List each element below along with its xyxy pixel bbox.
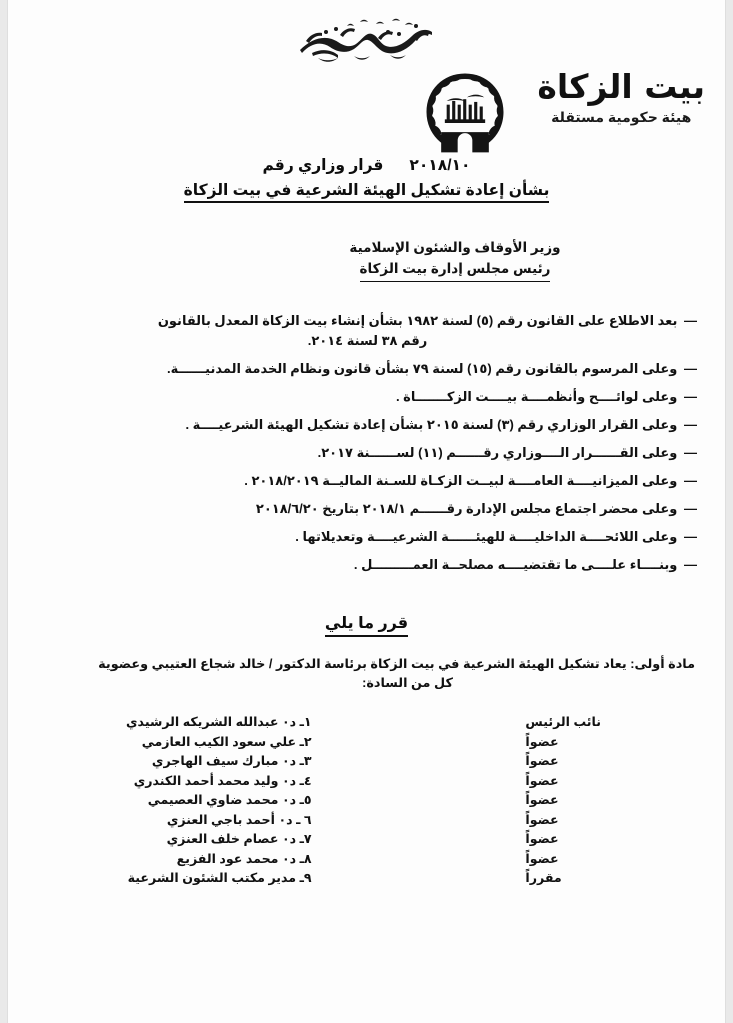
member-name: علي سعود الكيب العازمي: [141, 734, 297, 749]
member-name: د٠ عبدالله الشريكه الرشيدي: [126, 715, 297, 729]
preamble-clause: [38, 528, 697, 546]
clause-marker: —: [684, 473, 697, 489]
preamble-clause: [38, 556, 697, 574]
preamble-clause: [38, 360, 697, 378]
member-number: ٤ـ: [299, 773, 312, 788]
member-role: عضواً: [525, 851, 559, 866]
organization-name: بيت الزكاة: [537, 67, 705, 106]
clause-marker: —: [684, 529, 697, 545]
member-entry: [167, 830, 312, 850]
preamble-clauses: [38, 312, 697, 584]
basmala-calligraphy: [8, 12, 725, 70]
member-entry: [152, 752, 312, 772]
member-role: عضواً: [525, 773, 559, 788]
resolves-heading-wrap: [8, 613, 725, 637]
member-entry: [177, 850, 312, 870]
article-one-text: مادة أولى: يعاد تشكيل الهيئة الشرعية في بيت الزكاة برئاسة الدكتور / خالد شجاع العتيبي وعضوية: [98, 656, 695, 671]
member-name: د٠ عصام خلف العنزي: [166, 832, 297, 846]
member-number: ١ـ: [299, 715, 312, 729]
member-number: ٦ ـ: [296, 812, 312, 827]
member-name: د٠ مبارك سيف الهاجري: [151, 754, 297, 768]
member-number: ٨ـ: [299, 851, 312, 866]
member-names-column: [126, 713, 312, 889]
decree-number-prefix: قرار وزاري رقم: [262, 157, 384, 174]
member-name: مدير مكتب الشئون الشرعية: [127, 871, 297, 885]
member-role: عضواً: [525, 832, 559, 846]
preamble-clause: [38, 472, 697, 490]
clause-text: وعلى القرار الوزاري رقم (٣) لسنة ٢٠١٥ بشأن إعادة تشكيل الهيئة الشرعيــــة .: [185, 417, 678, 433]
clause-marker: —: [684, 445, 697, 461]
preamble-clause: [38, 312, 697, 351]
preamble-clause: [38, 444, 697, 462]
member-number: ٧ـ: [299, 832, 312, 846]
decree-subject: بشأن إعادة تشكيل الهيئة الشرعية في بيت الزكاة: [184, 181, 550, 203]
clause-text: بعد الاطلاع على القانون رقم (٥) لسنة ١٩٨٢ بشأن إنشاء بيت الزكاة المعدل بالقانون: [157, 313, 678, 328]
member-name: د٠ أحمد باجي العنزي: [166, 812, 293, 827]
member-role: عضواً: [525, 734, 559, 749]
member-entry: [134, 772, 312, 792]
member-entry: [128, 869, 312, 889]
clause-marker: —: [684, 417, 697, 433]
clause-text: وعلى الميزانيــــة العامــــة لبيــت الزكـاة للسـنة الماليــة ٢٠١٨/٢٠١٩ .: [244, 473, 678, 489]
member-roles-column: [525, 713, 601, 889]
article-one: [98, 655, 695, 692]
signatory-title: وزير الأوقاف والشئون الإسلامية: [349, 240, 561, 255]
member-role: عضواً: [525, 793, 559, 807]
preamble-clause: [38, 416, 697, 434]
clause-text: وعلى المرسوم بالقانون رقم (١٥) لسنة ٧٩ بشأن قانون ونظام الخدمة المدنيــــــة.: [167, 361, 678, 377]
member-number: ٩ـ: [299, 871, 312, 885]
member-name: د٠ محمد عود الفزيع: [176, 851, 297, 866]
member-role: عضواً: [525, 812, 559, 827]
article-one-lead-in: كل من السادة:: [362, 674, 453, 690]
decree-number-value: ٢٠١٨/١٠: [409, 157, 471, 174]
member-name: د٠ محمد ضاوي العصيمي: [147, 793, 297, 807]
decree-title: [8, 156, 725, 203]
brand-block: [537, 68, 705, 126]
member-entry: [167, 811, 312, 831]
decree-number-line: [8, 156, 725, 175]
members-list: [126, 713, 601, 889]
member-entry: [126, 713, 312, 733]
zakat-house-wreath-emblem: [419, 68, 511, 156]
organization-header: [285, 68, 705, 160]
signatory-role: رئيس مجلس إدارة بيت الزكاة: [360, 259, 551, 282]
member-entry: [148, 791, 312, 811]
clause-continuation: رقم ٣٨ لسنة ٢٠١٤.: [307, 333, 428, 349]
member-name: د٠ وليد محمد أحمد الكندري: [133, 773, 297, 788]
clause-marker: —: [684, 389, 697, 405]
clause-text: وبنــــاء علــــى ما تقتضيــــه مصلحــة العمـــــــــل .: [353, 557, 678, 573]
clause-marker: —: [684, 313, 697, 328]
member-role: مقرراً: [525, 871, 562, 885]
resolves-heading: قرر ما يلي: [325, 613, 408, 637]
preamble-clause: [38, 388, 697, 406]
member-number: ٣ـ: [299, 754, 312, 768]
member-number: ٢ـ: [299, 734, 312, 749]
member-role: نائب الرئيس: [525, 715, 601, 729]
scanned-page: [8, 0, 725, 1023]
preamble-clause: [38, 500, 697, 518]
clause-marker: —: [684, 557, 697, 573]
member-role: عضواً: [525, 754, 559, 768]
clause-marker: —: [684, 361, 697, 377]
clause-text: وعلى محضر اجتماع مجلس الإدارة رقــــــم ٢٠١٨/١ بتاريخ ٢٠١٨/٦/٢٠: [255, 501, 678, 517]
member-number: ٥ـ: [299, 793, 312, 807]
clause-marker: —: [684, 501, 697, 517]
organization-subtitle: هيئة حكومية مستقلة: [551, 108, 692, 125]
clause-text: وعلى اللائحــــة الداخليــــة للهيئــــــة الشرعيــــة وتعديلاتها .: [295, 529, 678, 545]
clause-text: وعلى لوائــــح وأنظمــــة بيــــت الزكـــــــاة .: [395, 389, 678, 405]
member-entry: [142, 733, 312, 753]
signatory-block: [305, 238, 605, 282]
clause-text: وعلى القــــــرار الــــوزاري رقــــــم (١١) لســــــنة ٢٠١٧.: [317, 445, 678, 461]
